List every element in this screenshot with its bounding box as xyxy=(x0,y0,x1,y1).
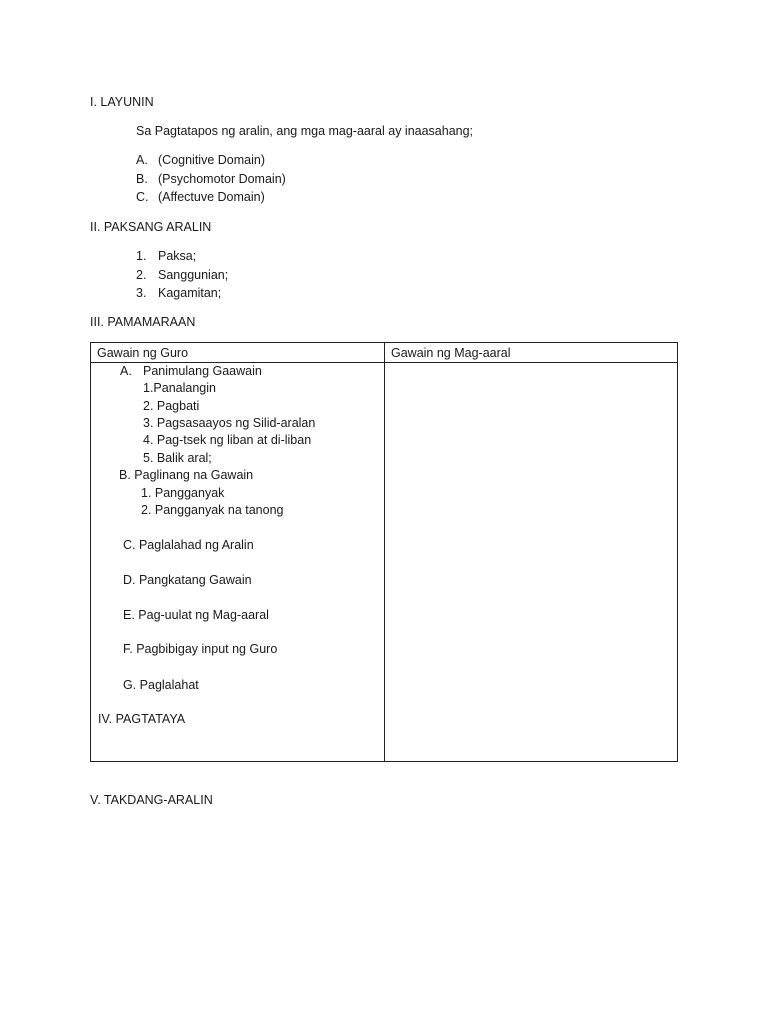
section-heading-paksang-aralin: II. PAKSANG ARALIN xyxy=(90,220,212,234)
step-a-item: 5. Balik aral; xyxy=(143,451,212,465)
pamamaraan-table xyxy=(90,342,678,762)
list-marker: 2. xyxy=(136,268,147,282)
layunin-intro: Sa Pagtatapos ng aralin, ang mga mag-aaral ay inaasahang; xyxy=(136,124,474,138)
step-a-item: 3. Pagsasaayos ng Silid-aralan xyxy=(143,416,316,430)
list-marker: B. xyxy=(136,172,148,186)
step-d-label: D. Pangkatang Gawain xyxy=(123,573,252,587)
step-e-label: E. Pag-uulat ng Mag-aaral xyxy=(123,608,269,622)
step-a-item: 1.Panalangin xyxy=(143,381,216,395)
list-marker: C. xyxy=(136,190,149,204)
list-marker: A. xyxy=(120,364,132,378)
list-item: Kagamitan; xyxy=(158,286,222,300)
step-b-item: 2. Pangganyak na tanong xyxy=(141,503,284,517)
step-b-label: B. Paglinang na Gawain xyxy=(119,468,254,482)
step-a-item: 4. Pag-tsek ng liban at di-liban xyxy=(143,433,312,447)
list-item: (Cognitive Domain) xyxy=(158,153,265,167)
section-heading-layunin: I. LAYUNIN xyxy=(90,95,154,109)
list-item: (Psychomotor Domain) xyxy=(158,172,286,186)
step-b-item: 1. Pangganyak xyxy=(141,486,225,500)
step-a-label: Panimulang Gaawain xyxy=(143,364,262,378)
list-item: (Affectuve Domain) xyxy=(158,190,265,204)
list-item: Sanggunian; xyxy=(158,268,229,282)
column-header-magaaral: Gawain ng Mag-aaral xyxy=(391,346,511,360)
section-heading-pamamaraan: III. PAMAMARAAN xyxy=(90,315,196,329)
column-header-guro: Gawain ng Guro xyxy=(97,346,189,360)
list-marker: A. xyxy=(136,153,148,167)
step-c-label: C. Paglalahad ng Aralin xyxy=(123,538,254,552)
list-item: Paksa; xyxy=(158,249,197,263)
step-a-item: 2. Pagbati xyxy=(143,399,200,413)
section-heading-takdang-aralin: V. TAKDANG-ARALIN xyxy=(90,793,213,807)
pagtataya-label: IV. PAGTATAYA xyxy=(98,712,186,726)
step-f-label: F. Pagbibigay input ng Guro xyxy=(123,642,278,656)
list-marker: 1. xyxy=(136,249,147,263)
column-divider xyxy=(384,343,385,761)
list-marker: 3. xyxy=(136,286,147,300)
step-g-label: G. Paglalahat xyxy=(123,678,199,692)
